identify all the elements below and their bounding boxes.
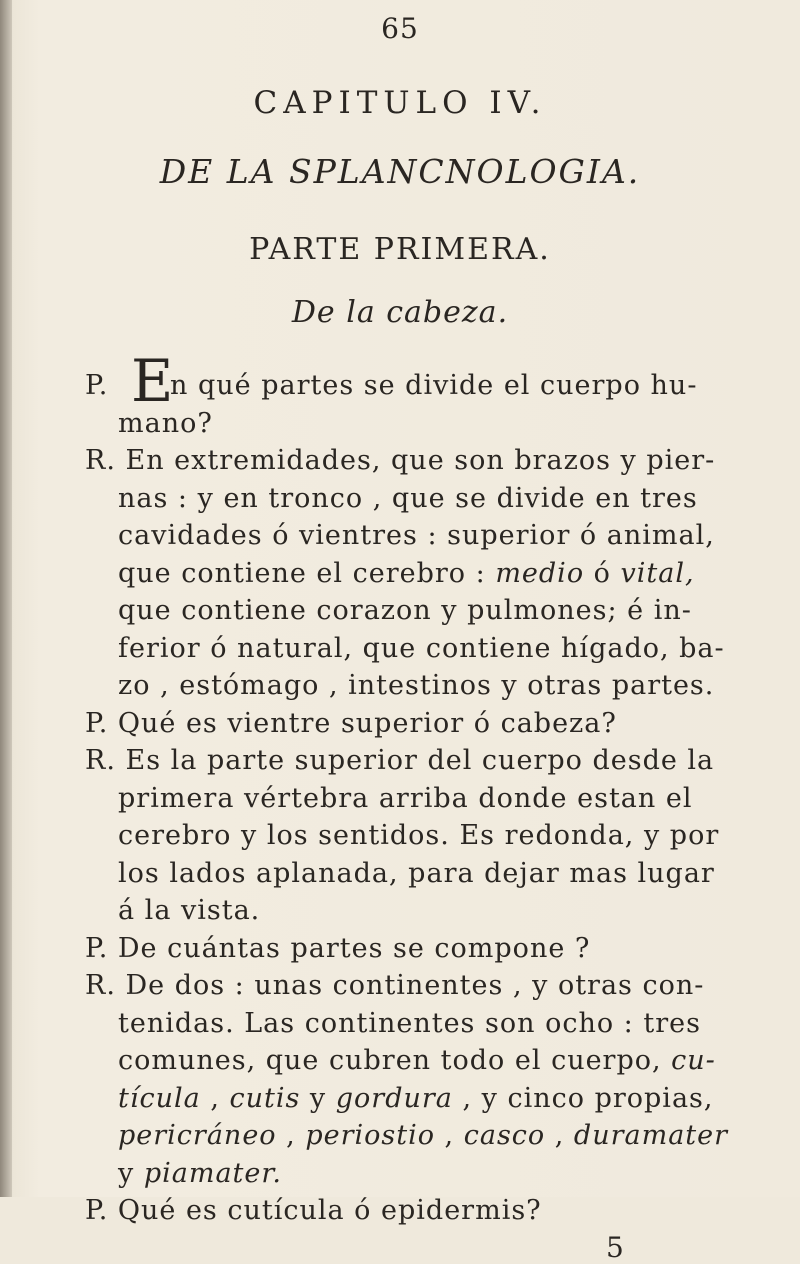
chapter-heading: CAPITULO IV. <box>253 85 547 121</box>
text-line: ferior ó natural, que contiene hígado, ba- <box>118 632 725 664</box>
text-line <box>118 557 695 589</box>
italic-term: casco <box>463 1120 546 1151</box>
chapter-subtitle: DE LA SPLANCNOLOGIA. <box>159 152 641 191</box>
text-line: P. Qué es vientre superior ó cabeza? <box>85 707 617 739</box>
text-line: los lados aplanada, para dejar mas lugar <box>118 857 715 889</box>
text-line: R. En extremidades, que son brazos y pier- <box>85 445 716 476</box>
italic-term: tícula <box>118 1082 201 1114</box>
text-line <box>85 1197 542 1224</box>
italic-term: pericráneo <box>118 1120 277 1151</box>
text-line: R. De dos : unas continentes , y otras con- <box>85 970 705 1001</box>
italic-term: gordura <box>335 1082 453 1114</box>
italic-term: duramater <box>573 1120 729 1151</box>
italic-term: piamater. <box>143 1157 282 1189</box>
text-line: tenidas. Las continentes son ocho : tres <box>118 1007 701 1039</box>
text-span: , <box>434 1120 464 1151</box>
text-line <box>170 372 697 399</box>
text-span: P. Qué es cutícula ó epidermis? <box>85 1195 542 1226</box>
italic-term: vital, <box>620 557 695 589</box>
text-line: mano? <box>118 407 213 439</box>
text-line: que contiene corazon y pulmones; é in- <box>118 595 692 626</box>
text-line <box>85 372 108 399</box>
text-line: nas : y en tronco , que se divide en tres <box>118 482 698 514</box>
text-line: cerebro y los sentidos. Es redonda, y por <box>118 820 720 851</box>
text-line: á la vista. <box>118 895 261 926</box>
text-span: , <box>545 1120 574 1151</box>
text-span: comunes, que cubren todo el cuerpo, <box>118 1045 672 1076</box>
signature-mark: 5 <box>606 1230 624 1264</box>
text-line: zo , estómago , intestinos y otras partes. <box>118 670 715 701</box>
text-span: y <box>300 1082 336 1114</box>
text-span: que contiene el cerebro : <box>118 557 496 589</box>
italic-term: cutis <box>229 1082 301 1114</box>
italic-term: cu- <box>671 1045 716 1076</box>
text-line: primera vértebra arriba donde estan el <box>118 782 693 814</box>
section-heading: De la cabeza. <box>291 295 509 330</box>
italic-term: medio <box>495 557 585 589</box>
text-span: n qué partes se divide el cuerpo hu- <box>170 370 698 401</box>
italic-term: periostio <box>305 1120 435 1151</box>
speaker-label: P. <box>85 370 109 401</box>
page-number: 65 <box>381 12 419 45</box>
text-line: R. Es la parte superior del cuerpo desde la <box>85 745 715 776</box>
text-line <box>118 1047 716 1074</box>
text-span: ó <box>584 557 621 589</box>
text-span: , y cinco propias, <box>452 1082 714 1114</box>
part-heading: PARTE PRIMERA. <box>249 232 551 267</box>
text-span: y <box>118 1157 144 1189</box>
drop-cap: E <box>131 347 174 415</box>
text-span: , <box>200 1082 230 1114</box>
text-line: P. De cuántas partes se compone ? <box>85 932 591 964</box>
text-line: cavidades ó vientres : superior ó animal, <box>118 520 715 551</box>
text-span: , <box>276 1120 306 1151</box>
